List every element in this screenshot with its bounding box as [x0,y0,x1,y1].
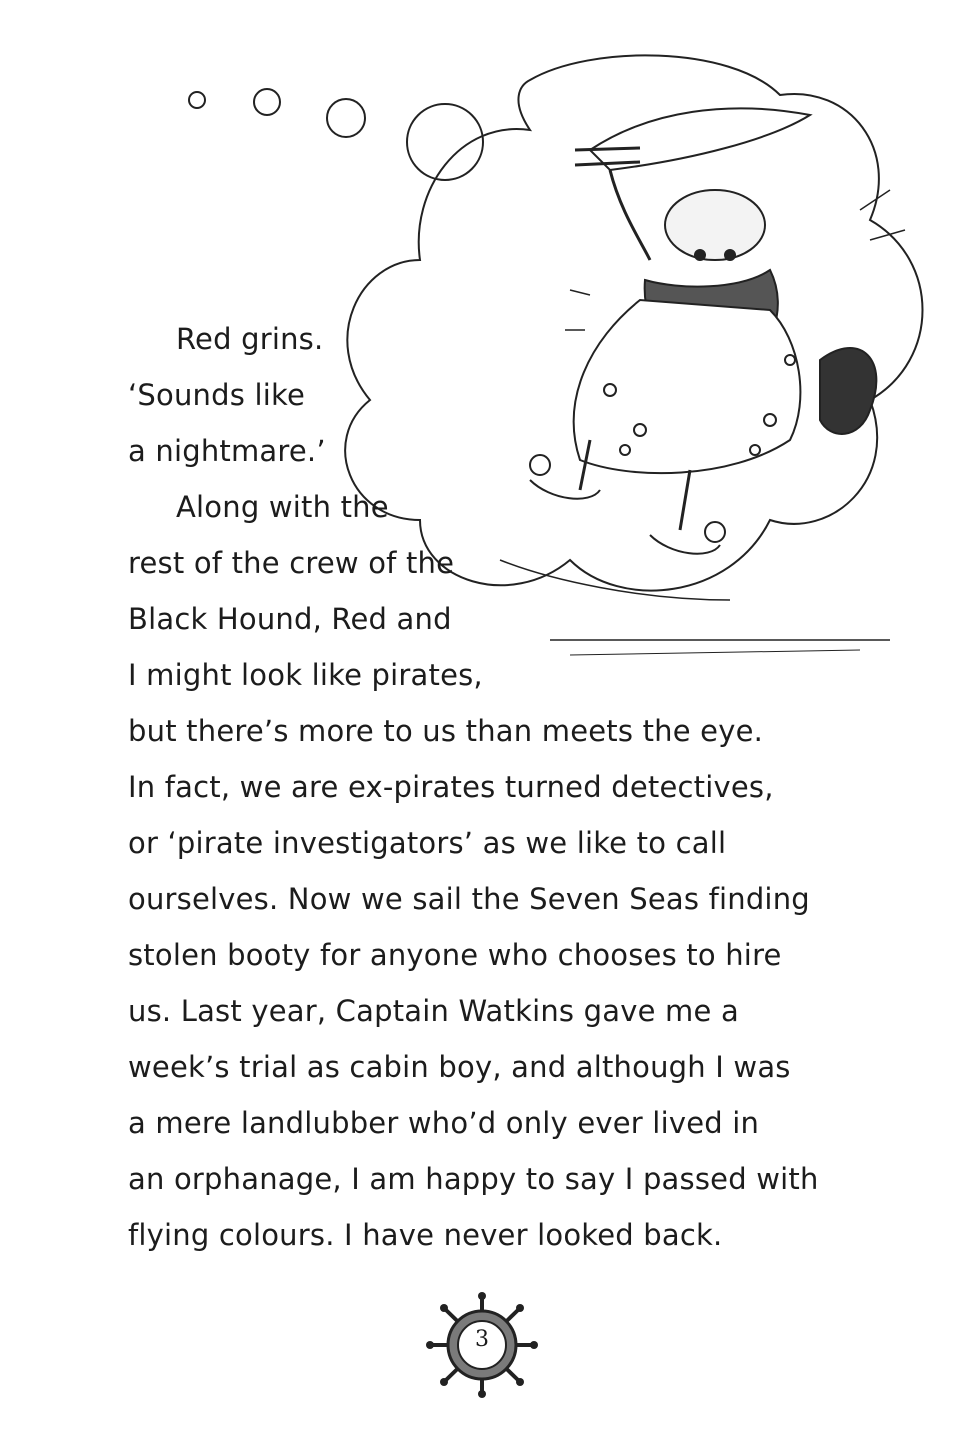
dream-bubble-3 [327,99,365,137]
text-line: but there’s more to us than meets the eye. [128,714,764,748]
text-line: stolen booty for anyone who chooses to hire [128,938,782,972]
text-line: week’s trial as cabin boy, and although I was [128,1050,791,1084]
page-number: 3 [475,1327,489,1352]
text-line: ourselves. Now we sail the Seven Seas finding [128,882,810,916]
left-slipper [530,480,600,499]
bottle [820,348,876,434]
text-line: flying colours. I have never looked back. [128,1218,723,1252]
text-line: Red grins. [176,322,324,356]
dream-bubble-1 [189,92,205,108]
pirate-dream-illustration [170,40,950,690]
text-line: a nightmare.’ [128,434,326,468]
text-line: In fact, we are ex-pirates turned detectives, [128,770,774,804]
text-line: or ‘pirate investigators’ as we like to call [128,826,727,860]
text-line: Black Hound, Red and [128,602,452,636]
text-line: ‘Sounds like [128,378,305,412]
pirate-coat [574,300,801,473]
sword [590,108,810,170]
text-line: I might look like pirates, [128,658,483,692]
text-line: rest of the crew of the [128,546,455,580]
text-line: us. Last year, Captain Watkins gave me a [128,994,739,1028]
text-line: an orphanage, I am happy to say I passed with [128,1162,819,1196]
text-line: Along with the [176,490,389,524]
text-line: a mere landlubber who’d only ever lived in [128,1106,760,1140]
pirate-turban [665,190,765,260]
dream-bubble-2 [254,89,280,115]
